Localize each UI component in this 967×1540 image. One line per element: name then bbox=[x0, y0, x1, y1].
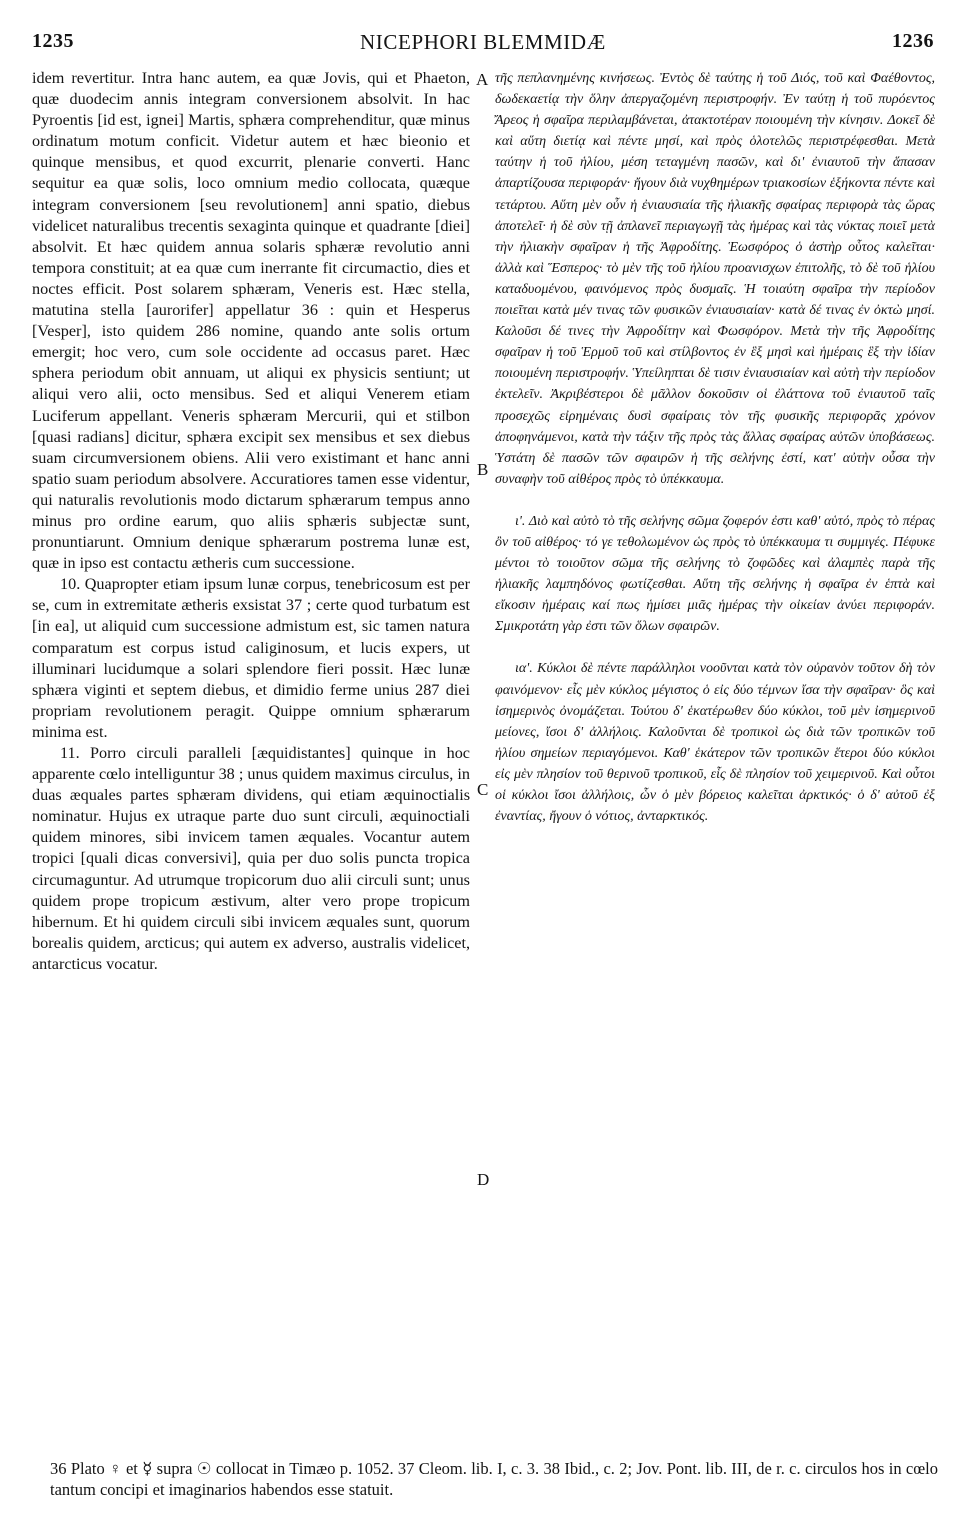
paragraph-gap bbox=[495, 490, 935, 511]
right-page-number: 1236 bbox=[892, 30, 934, 52]
page-header bbox=[32, 30, 934, 64]
left-page-number: 1235 bbox=[32, 30, 74, 52]
greek-paragraph-1: τῆς πεπλανημένης κινήσεως. Ἐντὸς δὲ ταύτης ἡ τοῦ Διός, τοῦ καὶ Φαέθοντος, δωδεκαετίᾳ τὴν ὅλην ἀπεργαζομένη περιστροφήν. Ἐν ταύτῃ ἡ τοῦ πυρόεντος Ἄρεος ἡ σφαῖρα περιλαμβάνεται, ἀτακτοτέραν ποιουμένη τὴν κίνησιν. Δοκεῖ δὲ καὶ αὕτη διετίᾳ καὶ πέντε μησί, καὶ πρὸς ὁλοτελῶς περιστρέφεσθαι. Μετὰ ταύτην ἡ τοῦ ἡλίου, μέση τεταγμένη πασῶν, καὶ δι' ἐνιαυτοῦ τὴν ἅπασαν ἀπαρτίζουσα περιφοράν· ἤγουν διὰ νυχθημέρων τριακοσίων ἑξήκοντα πέντε καὶ τετάρτου. Αὕτη μὲν οὖν ἡ ἐνιαυσιαία τῆς ἡλιακῆς σφαίρας περιφορὰ τὰς ὥρας ἀποτελεῖ· ἡ δὲ σὺν τῇ ἀπλανεῖ περιαγωγῇ τὰς ἡμέρας καὶ τὰς νύκτας ποιεῖ μετὰ τὴν ἡλιακὴν σφαῖραν ἡ τῆς Ἀφροδίτης. Ἑωσφόρος ὁ ἀστὴρ οὗτος καλεῖται· ἀλλὰ καὶ Ἕσπερος· τὸ μὲν τῆς τοῦ ἡλίου προανισχων ἐπιτολῆς, τὸ δὲ τοῦ ἡλίου καταδυομένου, φαινόμενος πρὸς δυσμαῖς. Ἡ τοιαύτη σφαῖρα τὴν περίοδον ποιεῖται κατὰ μέν τινας τῶν φυσικῶν ἐνιαυσιαίαν· κατὰ δέ τινας ἐν ὀκτὼ μησί. Καλοῦσι δέ τινες τὴν Ἀφροδίτην καὶ Φωσφόρον. Μετὰ τὴν τῆς Ἀφροδίτης σφαῖραν ἡ τοῦ Ἑρμοῦ τοῦ καὶ στίλβοντος ἐν ἓξ μησὶ καὶ ἡμέραις ἓξ τὴν ἰδίαν ποιουμένη περιστροφήν. Ὑπείληπται δὲ τισιν ἐνιαυσιαίαν καὶ αὐτὴ τὴν περίοδον ἐκτελεῖν. Ἀκριβέστεροι δὲ μᾶλλον δοκοῦσιν οἱ ἐλάττονα τοῦ ἐνιαυτοῦ ταῖς προσεχῶς εἰρημέναις δυσὶ σφαίραις τὸν τῆς φυσικῆς περιφορᾶς χρόνον ἀποφηνάμενοι, κατὰ τὴν τάξιν τῆς πρὸς τὰς ἄλλας σφαίρας αὐτῶν ὑποβάσεως. Ὑστάτη δὲ πασῶν τῶν σφαιρῶν ἡ τῆς σελήνης ἐστί, κατ' αὐτὴν οὖσα τὴν συναφὴν τοῦ αἰθέρος πρὸς τὸ ὑπέκκαυμα. bbox=[495, 71, 935, 487]
latin-paragraph-1: idem revertitur. Intra hanc autem, ea quæ Jovis, qui et Phaeton, quæ duodecim annis integram conversionem absolvit. In hac Pyroentis [id est, ignei] Martis, sphæra comprehenditur, quæ minus ordinatum motum conficit. Videtur autem et hæc bieonio et quinque mensibus, et quod excurrit, plenarie converti. Hanc sequitur ea quæ solis, loco omnium medio collocata, quæque integram conversionem [seu revolutionem] anni spatio, diebus videlicet naturalibus trecentis sexaginta quinque et quadrante [diei] absolvit. Et hæc quidem annua solaris sphæræ revolutio anni tempora constituit; at ea quæ cum inerrante fit circumactio, dies et noctes efficit. Post solarem sphæram, Veneris est. Hæc stella, matutina stella [aurorifer] appellatur 36 : quin et Hesperus [Vesper], isto quidem 286 nomine, quando ante solis ortum emergit; hoc vero, cum sole occidente ad occasus paret. Hæc sphera periodum obit annuam, ut aliqui ex physicis sentiunt; ut aliqui vero alii, octo mensibus. Sed et aliqui Venerem etiam Luciferum appellant. Veneris sphæram Mercurii, qui et stilbon [quasi radians] dicitur, sphæra excipit sex mensibus et sex diebus suam circumversionem obiens. Alii vero existimant et hanc anni spatio suam periodum absolvere. Accuratiores tamen esse videntur, qui naturalis revolutionis modo dictarum sphærarum tempus anno minus pro ordine earum, quo aliis sphæris subjectæ sunt, pronuntiarunt. Omnium denique sphærarum postrema lunæ est, quæ in ipso est contactu ætheris cum successione. bbox=[32, 69, 470, 573]
margin-letter-c: C bbox=[477, 780, 489, 799]
paragraph-gap bbox=[495, 637, 935, 658]
running-title: NICEPHORI BLEMMIDÆ bbox=[360, 30, 606, 54]
footnotes bbox=[50, 1458, 938, 1500]
greek-paragraph-10: ι'. Διὸ καὶ αὐτὸ τὸ τῆς σελήνης σῶμα ζοφερόν ἐστι καθ' αὑτό, πρὸς τὸ πέρας ὂν τοῦ αἰθέρος· τό γε τεθολωμένον ὡς πρὸς τὸ ὑπέκκαυμα τι συμμιγές. Πέφυκε μέντοι τὸ τοιοῦτον σῶμα τῆς σελήνης τὸ ζοφῶδες καὶ ἀλαμπὲς παρὰ τῆς ἡλιακῆς λαμπηδόνος φωτίζεσθαι. Αὕτη τῆς σελήνης ἡ σφαῖρα ἐν ἑπτὰ καὶ εἴκοσιν ἡμέραις καί πως ἡμίσει μιᾶς ἡμέρας τὴν οἰκείαν ἀνύει περιφοράν. Σμικροτάτη γὰρ ἐστι τῶν ὅλων σφαιρῶν. bbox=[495, 513, 935, 635]
margin-letter-a: A bbox=[476, 70, 489, 89]
greek-column bbox=[495, 68, 935, 827]
margin-letter-d: D bbox=[477, 1170, 490, 1189]
latin-paragraph-11: 11. Porro circuli paralleli [æquidistantes] quinque in hoc apparente cœlo intelliguntur 38 ; unus quidem maximus circulus, in duas æquales partes sphæram dividens, qui etiam æquinoctialis nominatur. Hujus ex utraque parte duo sunt circuli, æquinoctiali quidem minores, sibi invicem tamen æquales. Vocantur autem tropici [quali dicas conversivi], quia per duo solis puncta tropica circumaguntur. Ad utrumque tropicorum duo alii circuli sunt; unus quidem prope tropicum æstivum, alter vero prope tropicum hibernum. Et hi quidem circuli sibi invicem æquales sunt, quorum borealis quidem, arcticus; qui autem ex adverso, australis videlicet, antarcticus vocatur. bbox=[32, 744, 470, 973]
margin-letter-b: B bbox=[477, 460, 489, 479]
greek-paragraph-11: ια'. Κύκλοι δὲ πέντε παράλληλοι νοοῦνται κατὰ τὸν οὐρανὸν τοῦτον δὴ τὸν φαινόμενον· εἷς μὲν κύκλος μέγιστος ὁ εἰς δύο τέμνων ἴσα τὴν σφαῖραν· ὃς καὶ ἰσημερινὸς ὀνομάζεται. Τούτου δ' ἑκατέρωθεν δύο κύκλοι, τοῦ μὲν ἰσημερινοῦ μείονες, ἴσοι δ' ἀλλήλοις. Καλοῦνται δὲ τροπικοὶ ὡς διὰ τῶν τροπικῶν τοῦ ἡλίου σημείων περιαγόμενοι. Καθ' ἑκάτερον τῶν τροπικῶν ἕτεροι δύο κύκλοι εἰς μὲν πλησίον τοῦ θερινοῦ τροπικοῦ, εἷς δὲ πλησίον τοῦ χειμερινοῦ. Καὶ οὗτοι οἱ κύκλοι ἴσοι ἀλλήλοις, ὧν ὁ μὲν βόρειος καλεῖται ἀρκτικός· ὁ δ' αὐτοῦ ἐξ ἐναντίας, ἤγουν ὁ νότιος, ἀνταρκτικός. bbox=[495, 661, 935, 825]
latin-column bbox=[32, 68, 470, 975]
latin-paragraph-10: 10. Quapropter etiam ipsum lunæ corpus, tenebricosum est per se, cum in extremitate ætheris exsistat 37 ; certe quod turbatum est [in ea], ut aliquid cum successione admistum est, sic tamen natura comparatum est corpus istud caliginosum, et lucis expers, ut illuminari lucidumque a solari splendore fieri possit. Hæc lunæ sphæra viginti et septem diebus, et dimidio ferme unius 287 diei propriam revolutionem peragit. Quippe omnium sphærarum minima est. bbox=[32, 575, 470, 741]
footnote-text: 36 Plato ♀ et ☿ supra ☉ collocat in Timæo p. 1052. 37 Cleom. lib. I, c. 3. 38 Ibid., c. 2; Jov. Pont. lib. III, de r. c. circulos hos in cœlo tantum concipi et imaginarios habendos esse statuit. bbox=[50, 1459, 938, 1499]
